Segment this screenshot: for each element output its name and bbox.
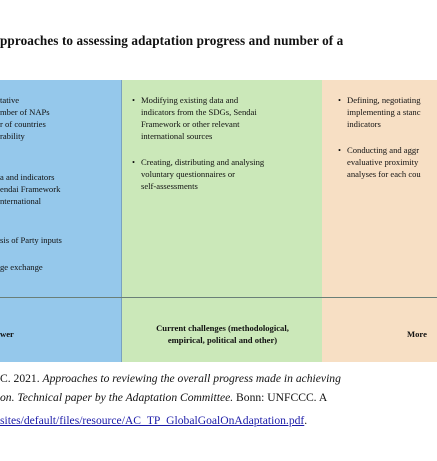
caption-publisher: Bonn: UNFCCC. A bbox=[233, 391, 328, 404]
left-line: tative bbox=[0, 95, 20, 105]
right-bullet-line: indicators bbox=[347, 119, 381, 129]
caption-line-1 bbox=[0, 372, 341, 385]
left-line: mber of NAPs bbox=[0, 107, 50, 117]
middle-column bbox=[121, 80, 324, 362]
left-footer: wer bbox=[0, 329, 14, 339]
left-line: rability bbox=[0, 131, 25, 141]
bullet-icon: • bbox=[132, 157, 136, 167]
left-line: a and indicators bbox=[0, 172, 55, 182]
left-line: ge exchange bbox=[0, 262, 43, 272]
source-link[interactable]: sites/default/files/resource/AC_TP_GlobalGoalOnAdaptation.pdf bbox=[0, 414, 305, 427]
middle-bullet-line: Framework or other relevant bbox=[141, 119, 240, 129]
right-bullet-line: Conducting and aggr bbox=[347, 145, 420, 155]
right-footer: More bbox=[407, 329, 427, 339]
caption-period: . bbox=[304, 414, 308, 427]
middle-footer-line2: empirical, political and other) bbox=[167, 335, 278, 345]
middle-bullet-line: voluntary questionnaires or bbox=[141, 169, 236, 179]
left-column bbox=[0, 80, 121, 362]
left-line: r of countries bbox=[0, 119, 46, 129]
caption-line-3 bbox=[0, 414, 307, 427]
left-line: nternational bbox=[0, 196, 42, 206]
bullet-icon: • bbox=[338, 145, 342, 155]
middle-bullet-line: international sources bbox=[141, 131, 213, 141]
right-bullet-line: Defining, negotiating bbox=[347, 95, 421, 105]
left-line: sis of Party inputs bbox=[0, 235, 62, 245]
footer-divider bbox=[0, 297, 437, 298]
caption-source: C. 2021. bbox=[0, 372, 43, 385]
caption-report-subtitle: on. Technical paper by the Adaptation Committee. bbox=[0, 391, 234, 404]
middle-bullet-line: Modifying existing data and bbox=[141, 95, 239, 105]
middle-bullet-line: indicators from the SDGs, Sendai bbox=[141, 107, 257, 117]
middle-bullet-line: self-assessments bbox=[141, 181, 198, 191]
caption-report-title: Approaches to reviewing the overall progress made in achieving bbox=[42, 372, 341, 385]
table-title: pproaches to assessing adaptation progress and number of a bbox=[0, 33, 344, 48]
bullet-icon: • bbox=[132, 95, 136, 105]
right-bullet-line: analyses for each cou bbox=[347, 169, 421, 179]
bullet-icon: • bbox=[338, 95, 342, 105]
right-column bbox=[322, 80, 437, 362]
right-bullet-line: implementing a stanc bbox=[347, 107, 421, 117]
middle-bullet-line: Creating, distributing and analysing bbox=[141, 157, 265, 167]
middle-footer-line1: Current challenges (methodological, bbox=[156, 323, 289, 333]
right-bullet-line: evaluative proximity bbox=[347, 157, 419, 167]
left-line: endai Framework bbox=[0, 184, 61, 194]
caption-line-2 bbox=[0, 391, 327, 404]
